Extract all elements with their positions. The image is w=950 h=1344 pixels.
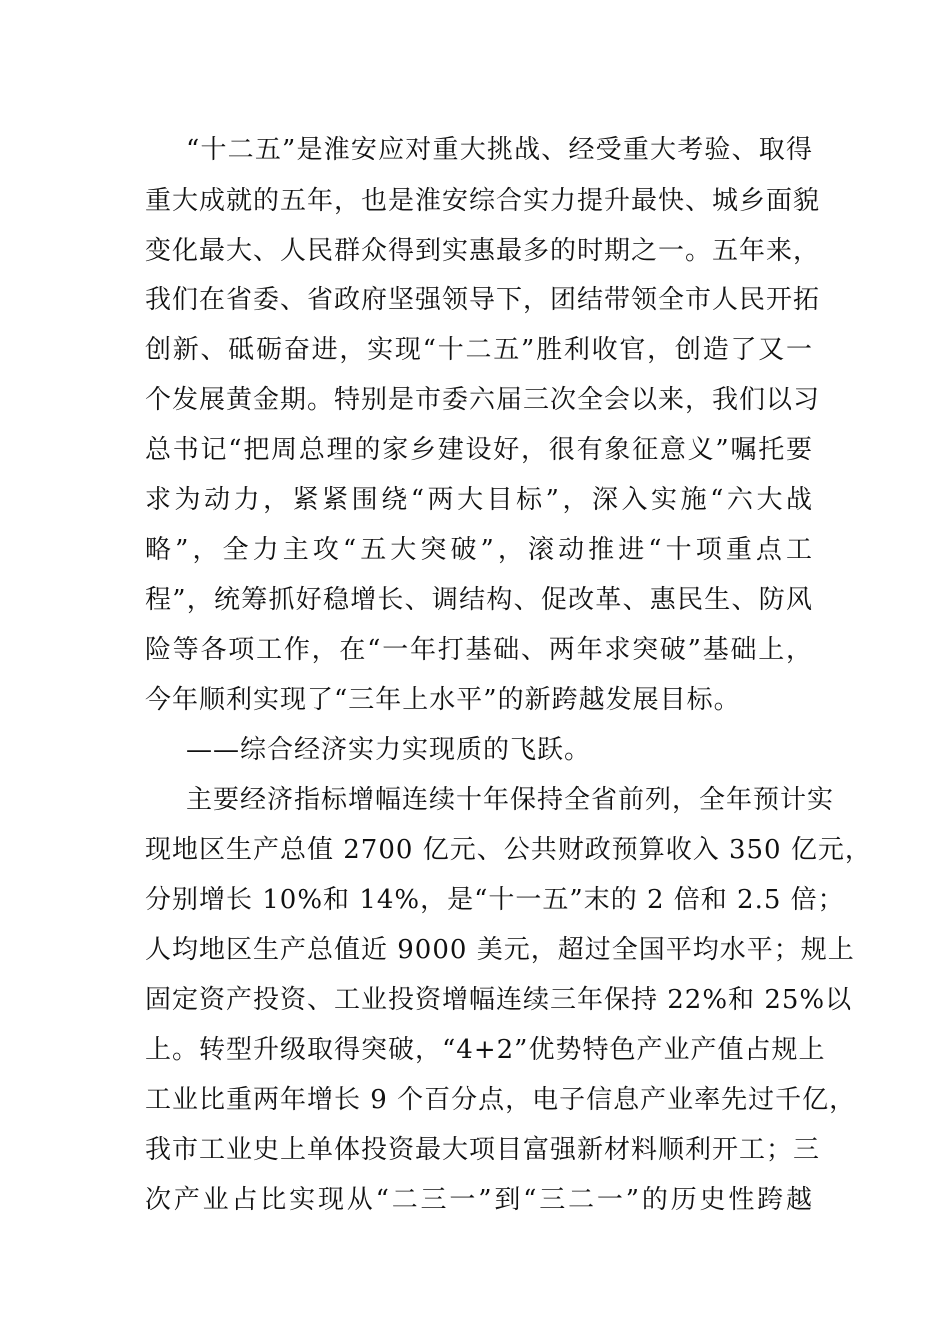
section-heading: ——综合经济实力实现质的飞跃。 (186, 735, 592, 765)
paragraph-line-2: 重大成就的五年，也是淮安综合实力提升最快、城乡面貌 (145, 186, 821, 216)
paragraph-line-8: 求为动力，紧紧围绕“两大目标”，深入实施“六大战 (145, 485, 813, 515)
paragraph-line-12: 今年顺利实现了“三年上水平”的新跨越发展目标。 (145, 685, 741, 715)
paragraph-line-10: 程”，统筹抓好稳增长、调结构、促改革、惠民生、防风 (145, 585, 813, 615)
paragraph-line-7: 总书记“把周总理的家乡建设好，很有象征意义”嘱托要 (145, 435, 813, 465)
paragraph-line-22: 次产业占比实现从“二三一”到“三二一”的历史性跨越 (145, 1185, 813, 1215)
paragraph-line-11: 险等各项工作，在“一年打基础、两年求突破”基础上， (145, 635, 813, 665)
paragraph-line-4: 我们在省委、省政府坚强领导下，团结带领全市人民开拓 (145, 285, 821, 315)
paragraph-line-3: 变化最大、人民群众得到实惠最多的时期之一。五年来， (145, 236, 821, 266)
paragraph-line-16: 分别增长 10%和 14%，是“十一五”末的 2 倍和 2.5 倍； (145, 885, 845, 915)
paragraph-line-5: 创新、砥砺奋进，实现“十二五”胜利收官，创造了又一 (145, 335, 813, 365)
paragraph-line-19: 上。转型升级取得突破，“4+2”优势特色产业产值占规上 (145, 1035, 826, 1065)
paragraph-line-17: 人均地区生产总值近 9000 美元，超过全国平均水平；规上 (145, 935, 855, 965)
paragraph-line-14: 主要经济指标增幅连续十年保持全省前列，全年预计实 (186, 785, 835, 815)
paragraph-line-1: “十二五”是淮安应对重大挑战、经受重大考验、取得 (186, 135, 813, 165)
paragraph-line-21: 我市工业史上单体投资最大项目富强新材料顺利开工；三 (145, 1135, 821, 1165)
paragraph-line-18: 固定资产投资、工业投资增幅连续三年保持 22%和 25%以 (145, 985, 853, 1015)
paragraph-line-20: 工业比重两年增长 9 个百分点，电子信息产业率先过千亿， (145, 1085, 857, 1115)
paragraph-line-6: 个发展黄金期。特别是市委六届三次全会以来，我们以习 (145, 385, 821, 415)
paragraph-line-15: 现地区生产总值 2700 亿元、公共财政预算收入 350 亿元， (145, 835, 872, 865)
paragraph-line-9: 略”，全力主攻“五大突破”，滚动推进“十项重点工 (145, 535, 813, 565)
